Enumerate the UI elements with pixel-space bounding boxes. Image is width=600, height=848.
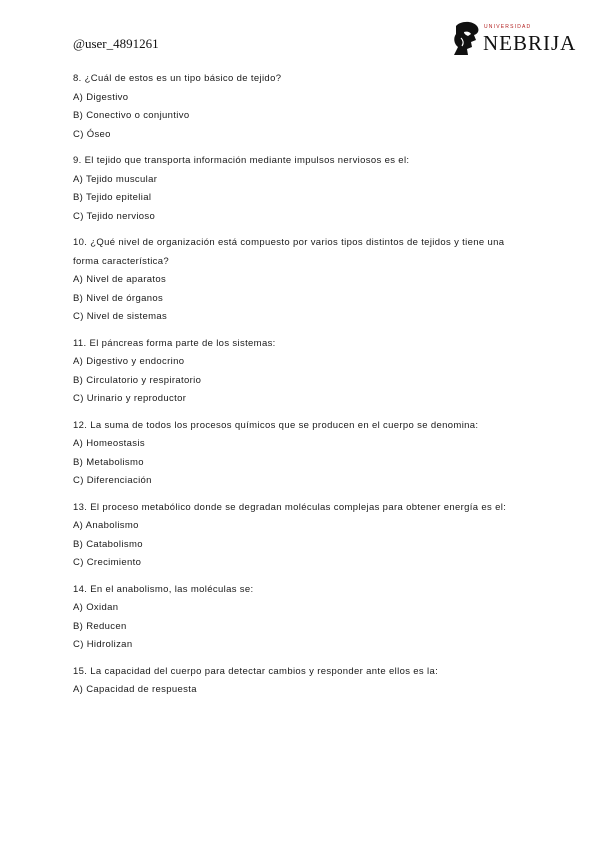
question-10 [73, 234, 533, 327]
answer-option: C) Nivel de sistemas [73, 311, 168, 322]
question-12 [73, 417, 533, 491]
logo-subtitle: UNIVERSIDAD [484, 24, 532, 30]
question-text: 14. En el anabolismo, las moléculas se: [73, 583, 254, 595]
answer-option: B) Tejido epitelial [73, 192, 152, 203]
answer-option: B) Reducen [73, 620, 127, 632]
question-14 [73, 581, 533, 655]
question-9 [73, 152, 533, 226]
answer-option: A) Capacidad de respuesta [73, 684, 197, 695]
nebrija-head-icon [450, 20, 482, 58]
answer-option: C) Hidrolizan [73, 639, 133, 650]
question-13 [73, 499, 533, 573]
answer-option: B) Metabolismo [73, 456, 144, 468]
question-15 [73, 663, 533, 700]
question-text: 15. La capacidad del cuerpo para detectar cambios y responder ante ellos es la: [73, 665, 439, 677]
answer-option: A) Nivel de aparatos [73, 274, 167, 285]
question-text: 13. El proceso metabólico donde se degradan moléculas complejas para obtener energía es el: [73, 501, 507, 513]
question-11 [73, 335, 533, 409]
question-text: 11. El páncreas forma parte de los sistemas: [73, 337, 276, 349]
answer-option: A) Anabolismo [73, 520, 139, 531]
question-8 [73, 70, 533, 144]
answer-option: B) Circulatorio y respiratorio [73, 374, 202, 386]
nebrija-logo [450, 20, 577, 60]
answer-option: A) Tejido muscular [73, 173, 158, 185]
question-text: 9. El tejido que transporta información mediante impulsos nerviosos es el: [73, 155, 410, 166]
username: @user_4891261 [73, 36, 159, 51]
answer-option: B) Nivel de órganos [73, 292, 164, 304]
answer-option: A) Digestivo y endocrino [73, 356, 185, 367]
question-text: 10. ¿Qué nivel de organización está compuesto por varios tipos distintos de tejidos y tiene una forma característica? [73, 237, 505, 267]
answer-option: B) Catabolismo [73, 538, 143, 550]
answer-option: A) Homeostasis [73, 438, 145, 449]
answer-option: C) Urinario y reproductor [73, 393, 187, 404]
answer-option: C) Óseo [73, 128, 111, 140]
answer-option: C) Crecimiento [73, 557, 142, 568]
answer-option: C) Diferenciación [73, 475, 152, 486]
answer-option: A) Oxidan [73, 602, 119, 613]
answer-option: C) Tejido nervioso [73, 210, 156, 222]
answer-option: A) Digestivo [73, 91, 129, 103]
answer-option: B) Conectivo o conjuntivo [73, 110, 190, 121]
logo-wordmark: NEBRIJA [483, 31, 577, 55]
question-text: 12. La suma de todos los procesos químicos que se producen en el cuerpo se denomina: [73, 419, 479, 431]
question-text: 8. ¿Cuál de estos es un tipo básico de tejido? [73, 73, 282, 84]
question-list [73, 70, 533, 708]
page-header [0, 0, 600, 70]
